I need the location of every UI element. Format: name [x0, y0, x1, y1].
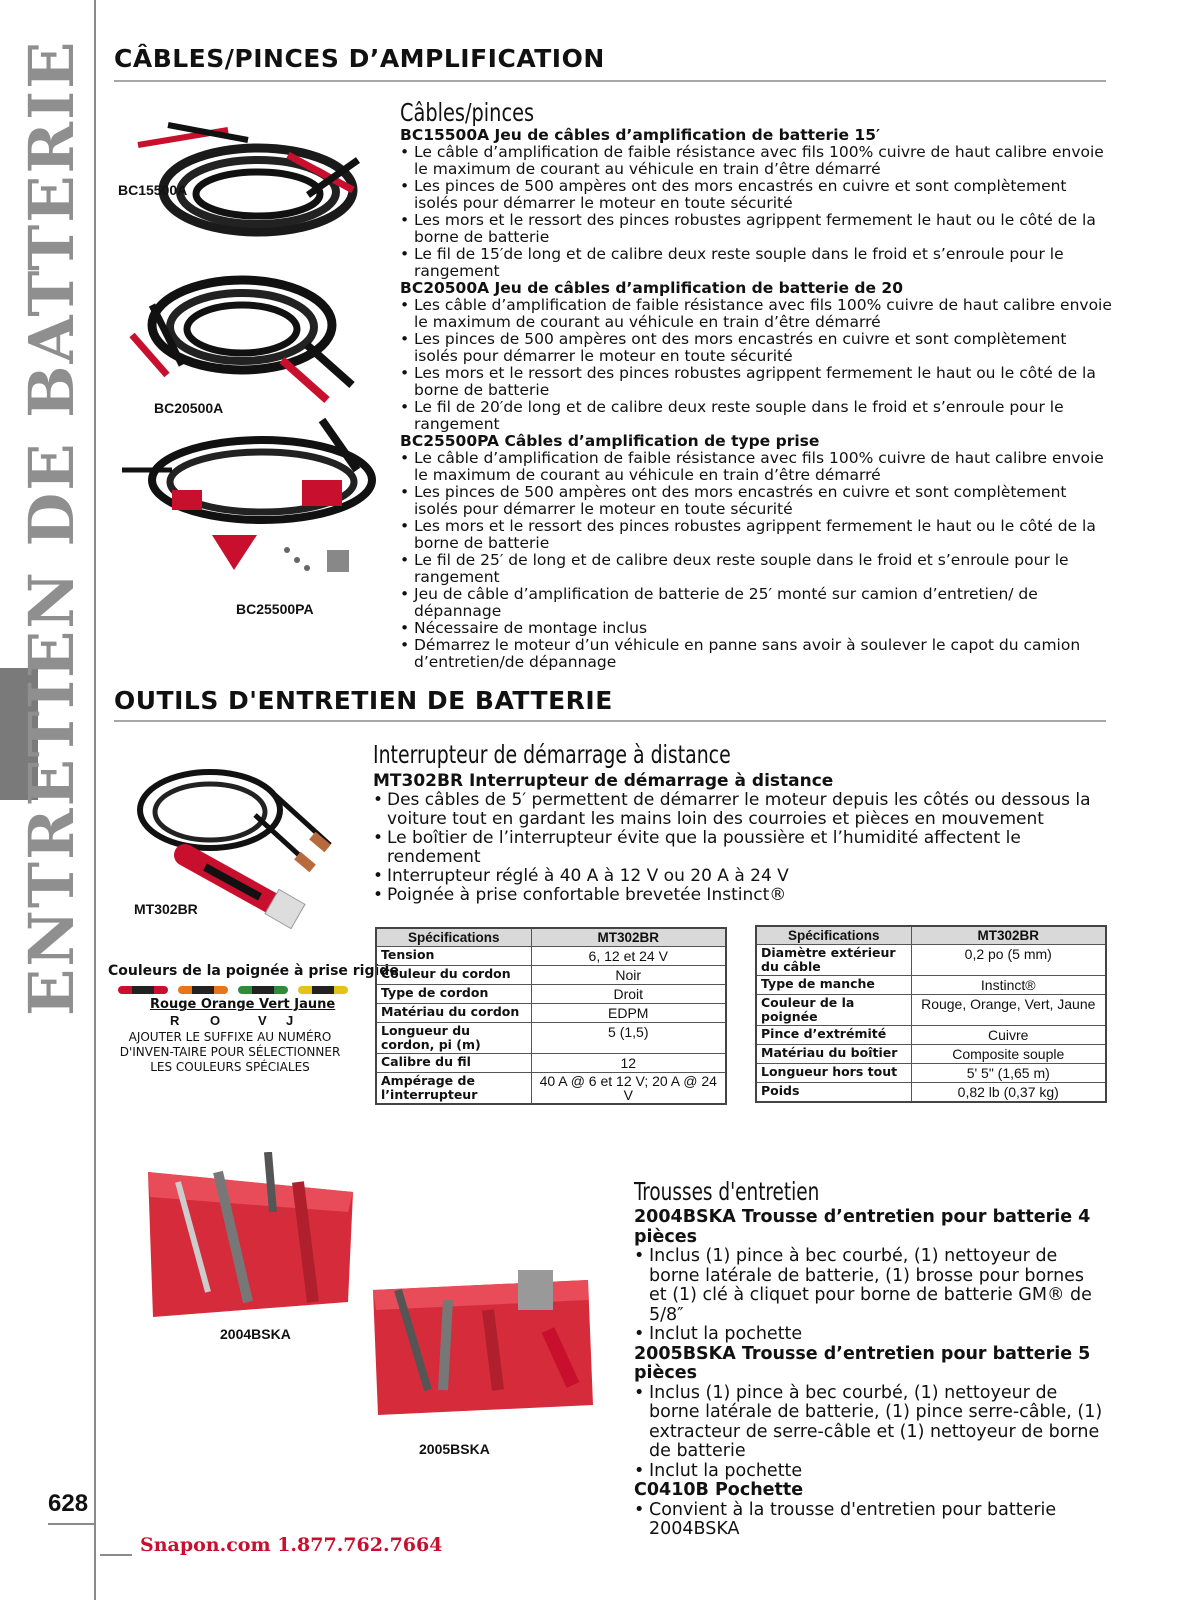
- table-row: [756, 1045, 1106, 1064]
- orange-handle-icon: [178, 986, 228, 994]
- handle-colors-title: Couleurs de la poignée à prise rigide: [108, 963, 399, 979]
- table-row: [376, 1004, 726, 1023]
- table-row: [756, 995, 1106, 1026]
- handle-color-swatches: [118, 983, 352, 997]
- bullet: • Démarrez le moteur d’un véhicule en panne sans avoir à soulever le capot du camion d’entretien/de dépannage: [400, 637, 1112, 671]
- jumper-cable-image-bc25500pa: [112, 410, 382, 600]
- yellow-handle-icon: [298, 986, 348, 994]
- table-row: [756, 976, 1106, 995]
- bullet: • Le boîtier de l’interrupteur évite que la poussière et l’humidité affectent le rendement: [373, 829, 1103, 867]
- footer-contact: Snapon.com 1.877.762.7664: [140, 1534, 443, 1556]
- sub-title-cables: Câbles/pinces: [400, 98, 535, 127]
- spec-value: Instinct®: [911, 976, 1106, 995]
- image-label: MT302BR: [134, 901, 198, 917]
- bullet: • Poignée à prise confortable brevetée Instinct®: [373, 886, 1103, 905]
- bullet: • Les câble d’amplification de faible résistance avec fils 100% cuivre de haut calibre envoie le maximum de courant au véhicule en train d’être démarré: [400, 297, 1112, 331]
- table-row: [756, 1064, 1106, 1083]
- spec-value: Droit: [531, 985, 726, 1004]
- page-number: 628: [48, 1490, 89, 1517]
- color-code: O: [210, 1013, 221, 1028]
- spec-key: Matériau du cordon: [376, 1004, 531, 1023]
- bullet: • Le fil de 25′ de long et de calibre deux reste souple dans le froid et s’enroule pour le rangement: [400, 552, 1112, 586]
- spec-table-1: [375, 927, 727, 1105]
- bullet: • Le câble d’amplification de faible résistance avec fils 100% cuivre de haut calibre envoie le maximum de courant au véhicule en train d’être démarré: [400, 450, 1112, 484]
- footer-rule: [100, 1554, 132, 1556]
- spec-key: Type de manche: [756, 976, 911, 995]
- spec-key: Longueur du cordon, pi (m): [376, 1023, 531, 1054]
- spec-value: EDPM: [531, 1004, 726, 1023]
- spec-value: Composite souple: [911, 1045, 1106, 1064]
- bullet: • Les mors et le ressort des pinces robustes agrippent fermement le haut ou le côté de la borne de batterie: [400, 518, 1112, 552]
- service-kit-image-2004bska: [138, 1152, 363, 1332]
- sub-title-remote-starter: Interrupteur de démarrage à distance: [373, 740, 731, 769]
- section-rule: [114, 80, 1106, 82]
- spec-value: 6, 12 et 24 V: [531, 947, 726, 966]
- bullet: • Les mors et le ressort des pinces robustes agrippent fermement le haut ou le côté de la borne de batterie: [400, 212, 1112, 246]
- bullet: • Inclus (1) pince à bec courbé, (1) nettoyeur de borne latérale de batterie, (1) pince serre-câble, (1) extracteur de serre-câble et (1) nettoyeur de borne de batterie: [634, 1384, 1104, 1462]
- bullet: • Les pinces de 500 ampères ont des mors encastrés en cuivre et sont complètement isolés pour démarrer le moteur en toute sécurité: [400, 484, 1112, 518]
- table-row: [376, 966, 726, 985]
- jumper-cable-image-bc15500a: [108, 100, 370, 250]
- color-code: R: [170, 1013, 180, 1028]
- red-handle-icon: [118, 986, 168, 994]
- spec-key: Pince d’extrémité: [756, 1026, 911, 1045]
- bullet: • Les pinces de 500 ampères ont des mors encastrés en cuivre et sont complètement isolés pour démarrer le moteur en toute sécurité: [400, 178, 1112, 212]
- green-handle-icon: [238, 986, 288, 994]
- spec-value: Rouge, Orange, Vert, Jaune: [911, 995, 1106, 1026]
- bullet: • Interrupteur réglé à 40 A à 12 V ou 20 A à 24 V: [373, 867, 1103, 886]
- bullet: • Les mors et le ressort des pinces robustes agrippent fermement le haut ou le côté de la borne de batterie: [400, 365, 1112, 399]
- bullet: • Convient à la trousse d'entretien pour batterie 2004BSKA: [634, 1501, 1104, 1540]
- spec-value: Noir: [531, 966, 726, 985]
- product-list-remote-starter: [373, 772, 1103, 905]
- spec-header: Spécifications: [376, 928, 531, 947]
- bullet: • Des câbles de 5′ permettent de démarrer le moteur depuis les côtés ou dessous la voiture tout en gardant les mains loin des courroies et pièces en mouvement: [373, 791, 1103, 829]
- bullet: • Inclut la pochette: [634, 1325, 1104, 1345]
- spec-value: 40 A @ 6 et 12 V; 20 A @ 24 V: [531, 1073, 726, 1105]
- spec-value: 5 (1,5): [531, 1023, 726, 1054]
- image-label: BC20500A: [154, 400, 224, 416]
- spec-key: Couleur du cordon: [376, 966, 531, 985]
- product-heading: BC25500PA Câbles d’amplification de type prise: [400, 432, 820, 450]
- spec-key: Tension: [376, 947, 531, 966]
- section-rule: [114, 720, 1106, 722]
- product-heading: 2004BSKA Trousse d’entretien pour batterie 4 pièces: [634, 1207, 1091, 1247]
- spec-key: Ampérage de l’interrupteur: [376, 1073, 531, 1105]
- table-row: [376, 1023, 726, 1054]
- page-number-rule: [48, 1523, 94, 1525]
- table-row: [376, 1073, 726, 1105]
- bullet: • Nécessaire de montage inclus: [400, 620, 1112, 637]
- table-row: [376, 985, 726, 1004]
- product-list-service-kits: [634, 1208, 1104, 1540]
- product-heading: BC15500A Jeu de câbles d’amplification de batterie 15′: [400, 126, 881, 144]
- table-row: [376, 947, 726, 966]
- bullet: • Inclus (1) pince à bec courbé, (1) nettoyeur de borne latérale de batterie, (1) brosse pour bornes et (1) clé à cliquet pour borne de batterie GM® de 5/8″: [634, 1247, 1104, 1325]
- image-label: 2004BSKA: [220, 1326, 291, 1342]
- spec-key: Type de cordon: [376, 985, 531, 1004]
- section-title-battery-tools: OUTILS D'ENTRETIEN DE BATTERIE: [114, 686, 613, 715]
- table-row: [756, 1083, 1106, 1103]
- service-kit-image-2005bska: [368, 1270, 598, 1420]
- vertical-section-title: ENTRETIEN DE BATTERIE: [15, 39, 88, 1016]
- table-row: [756, 1026, 1106, 1045]
- color-code: V: [258, 1013, 267, 1028]
- spec-key: Longueur hors tout: [756, 1064, 911, 1083]
- spec-key: Calibre du fil: [376, 1054, 531, 1073]
- table-row: [376, 1054, 726, 1073]
- spec-value: 12: [531, 1054, 726, 1073]
- spec-value: 5' 5" (1,65 m): [911, 1064, 1106, 1083]
- spec-value: 0,82 lb (0,37 kg): [911, 1083, 1106, 1103]
- sub-title-service-kits: Trousses d'entretien: [634, 1177, 820, 1206]
- section-title-jumper-cables: CÂBLES/PINCES D’AMPLIFICATION: [114, 44, 605, 73]
- product-heading: 2005BSKA Trousse d’entretien pour batterie 5 pièces: [634, 1343, 1091, 1383]
- image-label: 2005BSKA: [419, 1441, 490, 1457]
- product-heading: BC20500A Jeu de câbles d’amplification de batterie de 20: [400, 279, 903, 297]
- spec-value: 0,2 po (5 mm): [911, 945, 1106, 976]
- bullet: • Le fil de 15′de long et de calibre deux reste souple dans le froid et s’enroule pour le rangement: [400, 246, 1112, 280]
- color-suffix-note: AJOUTER LE SUFFIXE AU NUMÉRO D'INVEN-TAIRE POUR SÉLECTIONNER LES COULEURS SPÉCIALES: [119, 1030, 341, 1074]
- spec-key: Matériau du boîtier: [756, 1045, 911, 1064]
- product-heading: MT302BR Interrupteur de démarrage à distance: [373, 771, 834, 791]
- spec-key: Couleur de la poignée: [756, 995, 911, 1026]
- bullet: • Le fil de 20′de long et de calibre deux reste souple dans le froid et s’enroule pour le rangement: [400, 399, 1112, 433]
- image-label: BC15500A: [118, 182, 188, 198]
- spec-key: Diamètre extérieur du câble: [756, 945, 911, 976]
- bullet: • Jeu de câble d’amplification de batterie de 25′ monté sur camion d’entretien/ de dépannage: [400, 586, 1112, 620]
- spec-value: Cuivre: [911, 1026, 1106, 1045]
- spec-key: Poids: [756, 1083, 911, 1103]
- bullet: • Inclut la pochette: [634, 1462, 1104, 1482]
- handle-color-names: Rouge Orange Vert Jaune: [150, 997, 336, 1012]
- product-list-cables: [400, 127, 1112, 671]
- bullet: • Le câble d’amplification de faible résistance avec fils 100% cuivre de haut calibre envoie le maximum de courant au véhicule en train d’être démarré: [400, 144, 1112, 178]
- image-label: BC25500PA: [236, 601, 314, 617]
- handle-color-codes: [170, 1013, 300, 1029]
- spec-table-2: [755, 925, 1107, 1103]
- bullet: • Les pinces de 500 ampères ont des mors encastrés en cuivre et sont complètement isolés pour démarrer le moteur en toute sécurité: [400, 331, 1112, 365]
- spec-header: MT302BR: [531, 928, 726, 947]
- margin-rule: [94, 0, 96, 1600]
- jumper-cable-image-bc20500a: [112, 265, 362, 415]
- color-code: J: [286, 1013, 294, 1028]
- product-heading: C0410B Pochette: [634, 1480, 804, 1500]
- spec-header: Spécifications: [756, 926, 911, 945]
- table-row: [756, 945, 1106, 976]
- spec-header: MT302BR: [911, 926, 1106, 945]
